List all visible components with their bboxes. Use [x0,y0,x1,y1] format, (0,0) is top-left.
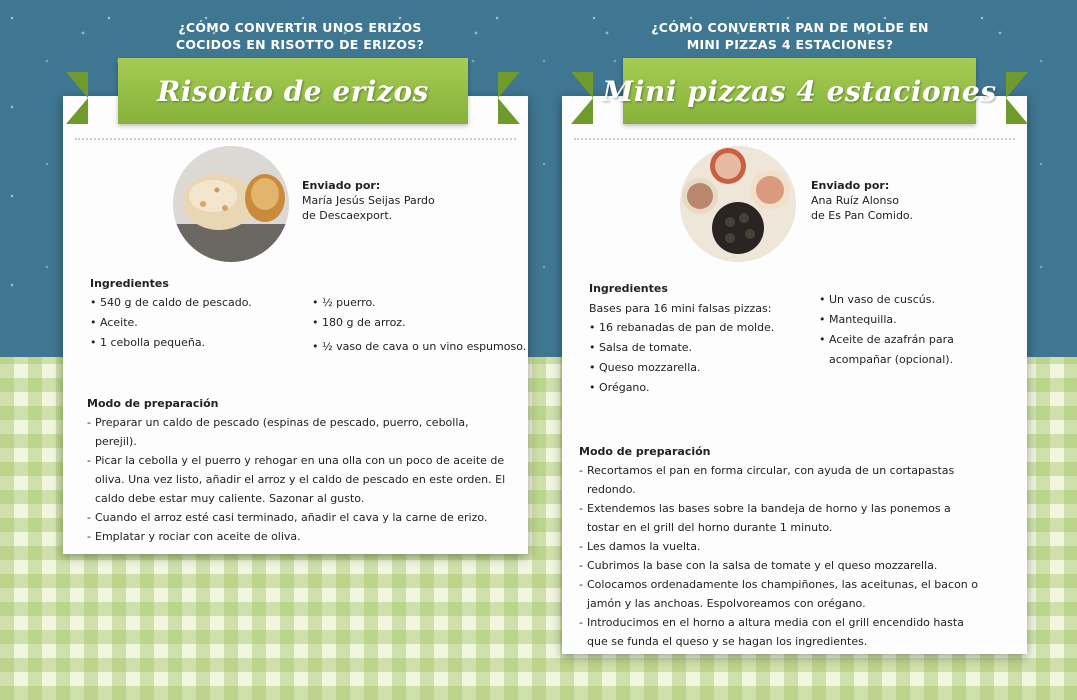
left-recipe-title: Risotto de erizos [157,74,429,108]
right-question: ¿CÓMO CONVERTIR PAN DE MOLDE EN MINI PIZZAS 4 ESTACIONES? [651,20,929,52]
left-ingredients-col1 [90,293,252,353]
ribbon-left-tail [66,72,88,124]
left-sent-by [302,178,435,223]
left-prep-title: Modo de preparación [87,397,219,410]
ingredient-item: • Un vaso de cuscús. [819,290,1019,310]
ingredient-item: • 16 rebanadas de pan de molde. [589,318,774,338]
prep-step: - Introducimos en el horno a altura media con el grill encendido hasta que se funda el queso y se hagan los ingredientes. [579,613,984,651]
mini-pizzas-photo [680,146,796,262]
author-name: María Jesús Seijas Pardo [302,194,435,207]
ribbon-right-tail [1006,72,1028,124]
right-prep-steps [579,461,984,651]
left-question: ¿CÓMO CONVERTIR UNOS ERIZOS COCIDOS EN RISOTTO DE ERIZOS? [175,20,425,52]
ingredient-item: • Mantequilla. [819,310,1019,330]
sent-by-label: Enviado por: [302,179,381,192]
author-company: de Descaexport. [302,209,393,222]
ingredient-item: • 180 g de arroz. [312,313,526,333]
ingredient-item: • Salsa de tomate. [589,338,774,358]
ribbon-left-tail [571,72,593,124]
prep-step: - Emplatar y rociar con aceite de oliva. [87,527,507,546]
ingredient-item: • Queso mozzarella. [589,358,774,378]
right-recipe-title: Mini pizzas 4 estaciones [602,74,997,108]
right-ingredients-title: Ingredientes [589,282,668,295]
prep-step: - Colocamos ordenadamente los champiñones, las aceitunas, el bacon o jamón y las anchoas. Espolvoreamos con orégano. [579,575,984,613]
prep-step: - Extendemos las bases sobre la bandeja de horno y las ponemos a tostar en el grill del horno durante 1 minuto. [579,499,984,537]
sent-by-label: Enviado por: [811,179,890,192]
right-sent-by [811,178,913,223]
left-prep-steps [87,413,507,546]
ingredient-item: • Aceite. [90,313,252,333]
right-ingredients-col2 [819,290,1019,370]
right-ingredients-col1 [589,318,774,398]
ingredient-item: • ½ puerro. [312,293,526,313]
ribbon-right-tail [498,72,520,124]
dotted-divider [75,138,516,140]
prep-step: - Cubrimos la base con la salsa de tomate y el queso mozzarella. [579,556,984,575]
dotted-divider [574,138,1015,140]
mini-pizzas-photo-icon [680,146,796,262]
ingredient-item: • 1 cebolla pequeña. [90,333,252,353]
ingredient-item: • Aceite de azafrán para acompañar (opcional). [819,330,1019,370]
author-company: de Es Pan Comido. [811,209,913,222]
right-title-banner [597,58,1002,124]
prep-step: - Recortamos el pan en forma circular, con ayuda de un cortapastas redondo. [579,461,984,499]
risotto-photo [173,146,289,262]
left-ingredients-title: Ingredientes [90,277,169,290]
ingredient-item: • Orégano. [589,378,774,398]
ingredient-item: • 540 g de caldo de pescado. [90,293,252,313]
risotto-photo-icon [173,146,289,262]
left-ingredients-col2 [312,293,526,357]
right-prep-title: Modo de preparación [579,445,711,458]
ingredient-item: • ½ vaso de cava o un vino espumoso. [312,337,526,357]
prep-step: - Picar la cebolla y el puerro y rehogar en una olla con un poco de aceite de oliva. Una vez listo, añadir el arroz y el caldo de pescado en este orden. El caldo debe estar muy caliente. Sazonar al gusto. [87,451,507,508]
prep-step: - Cuando el arroz esté casi terminado, añadir el cava y la carne de erizo. [87,508,507,527]
left-title-banner [92,58,494,124]
author-name: Ana Ruíz Alonso [811,194,899,207]
prep-step: - Les damos la vuelta. [579,537,984,556]
right-ingredients-intro: Bases para 16 mini falsas pizzas: [589,302,772,315]
prep-step: - Preparar un caldo de pescado (espinas de pescado, puerro, cebolla, perejil). [87,413,507,451]
